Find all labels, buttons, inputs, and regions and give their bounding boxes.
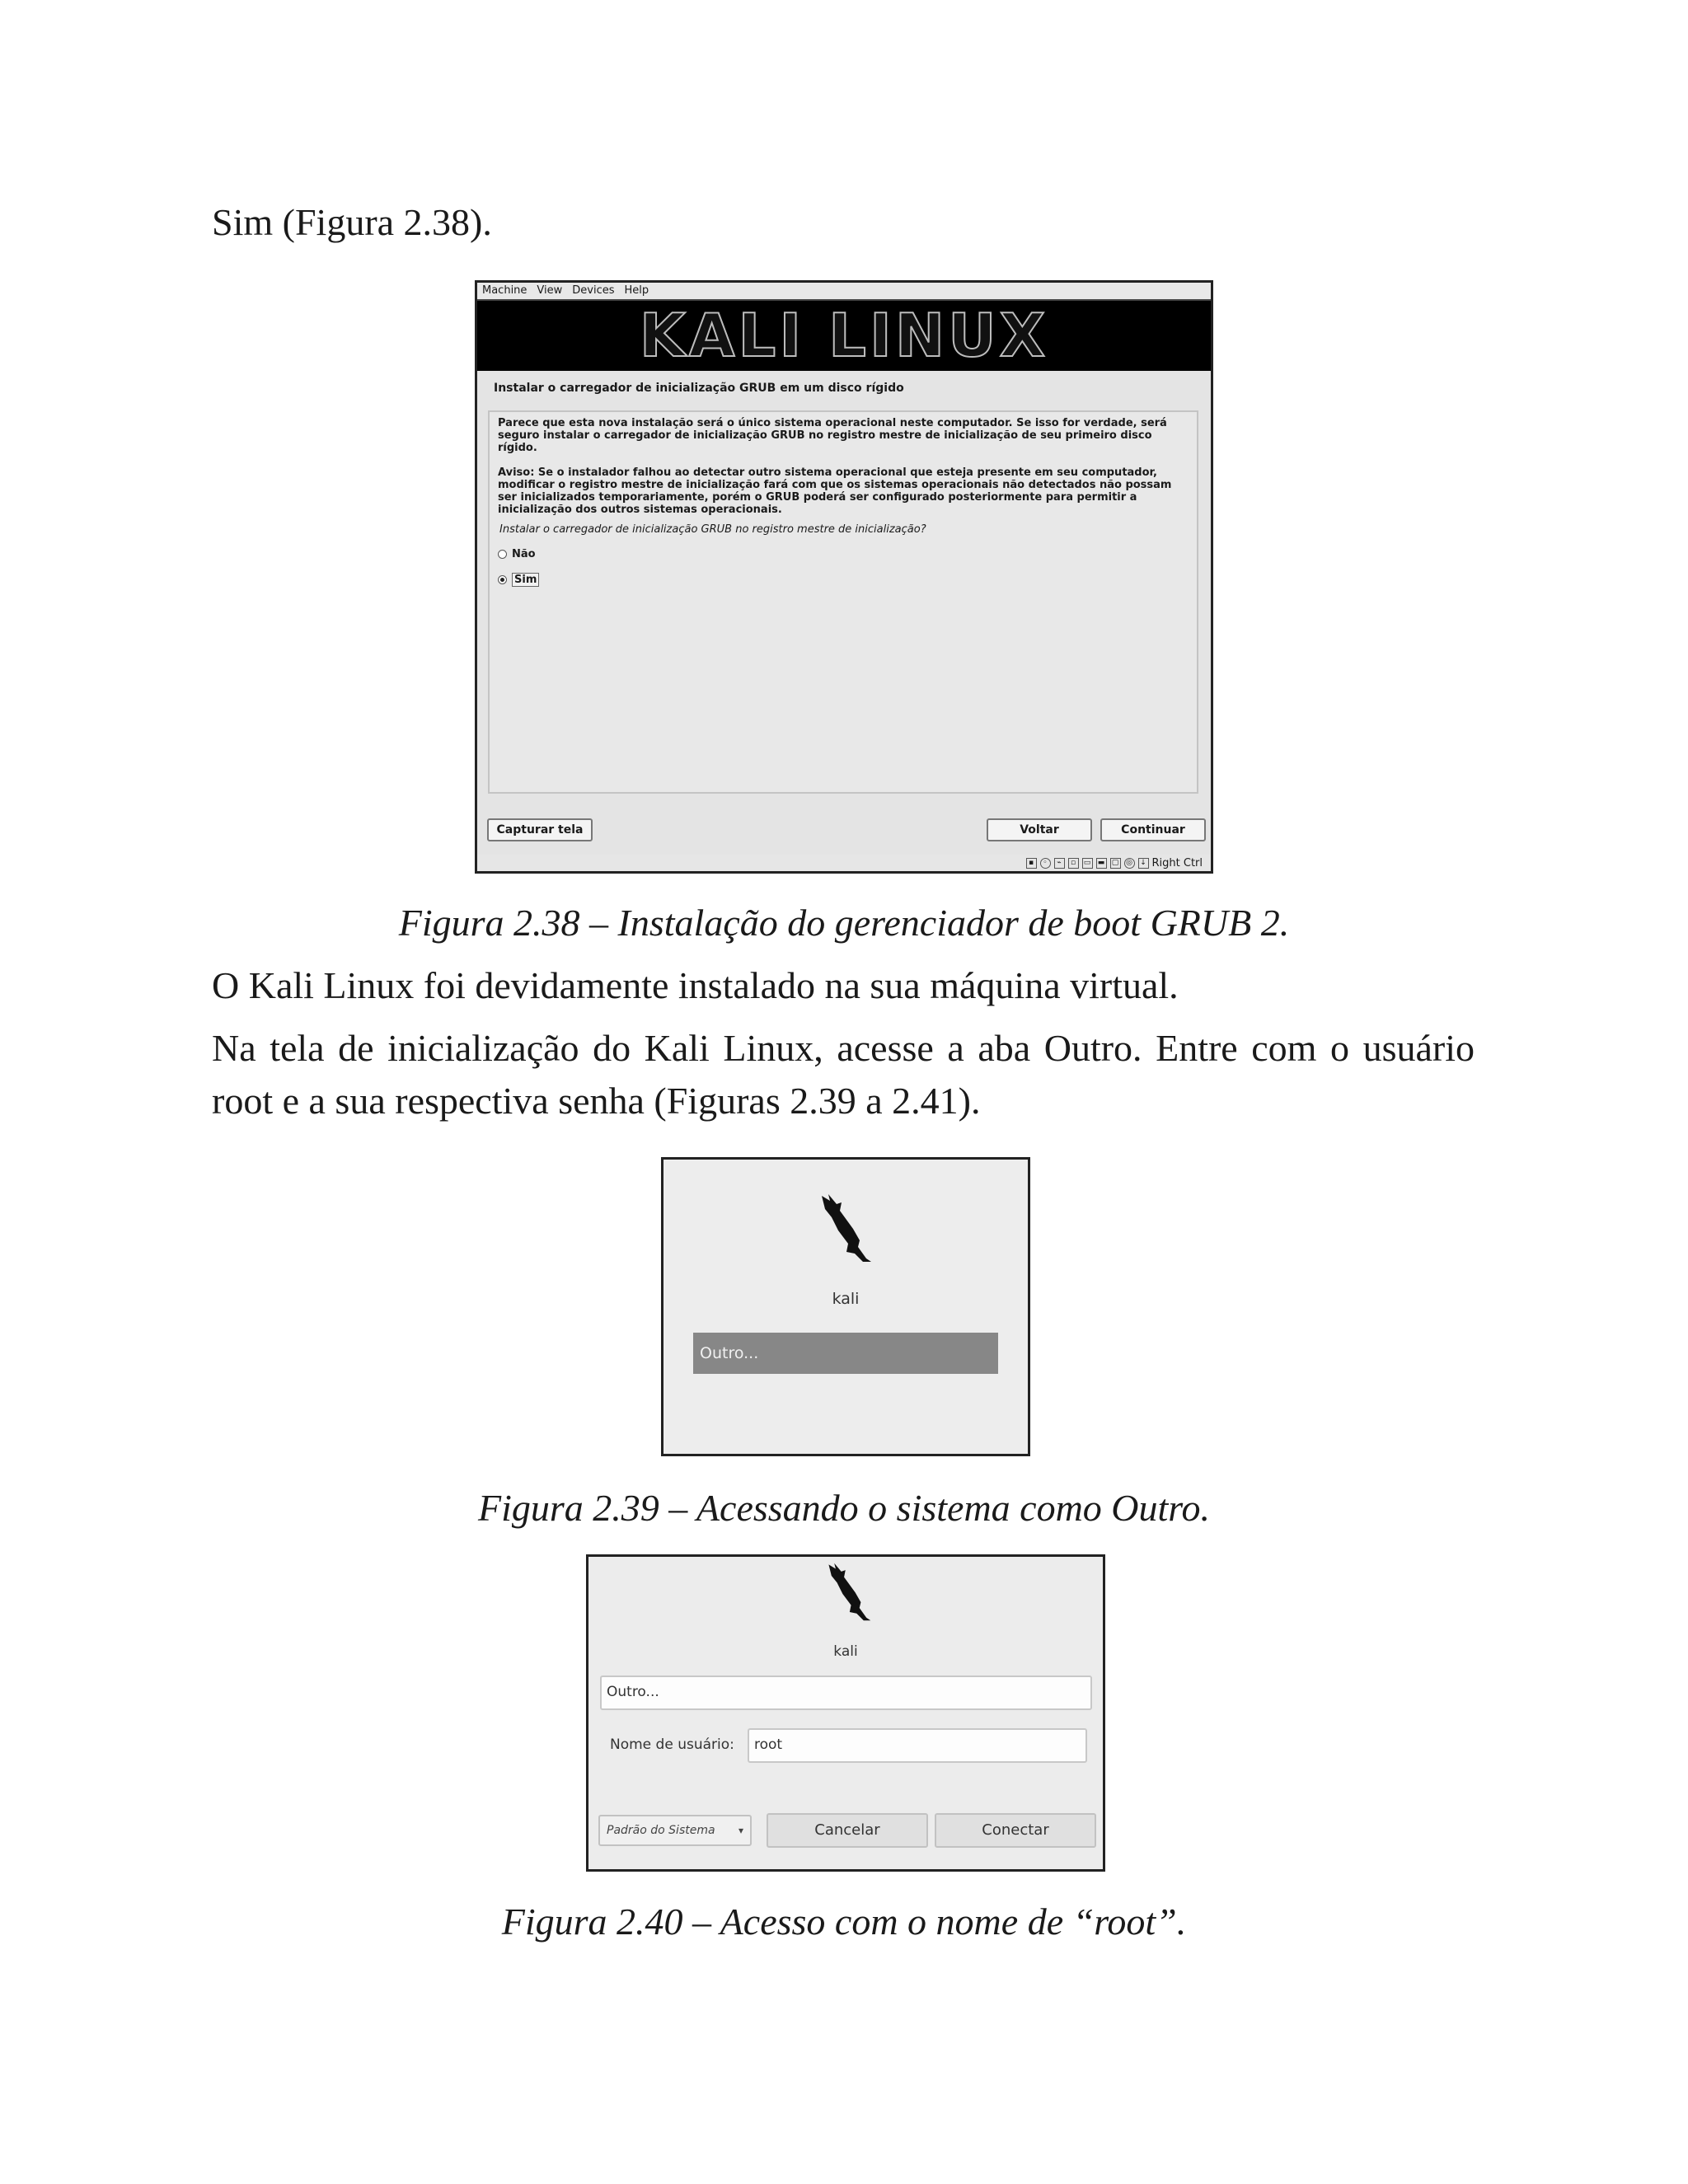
intro-line: Sim (Figura 2.38).: [212, 201, 492, 243]
chevron-down-icon: ▾: [738, 1825, 743, 1836]
usb-icon: ⌁: [1054, 858, 1065, 869]
option-no[interactable]: [498, 548, 536, 560]
username-label: Nome de usuário:: [610, 1736, 734, 1753]
host-key-icon: ↓: [1138, 858, 1149, 869]
menu-devices[interactable]: Devices: [572, 284, 615, 297]
session-select[interactable]: [598, 1815, 752, 1846]
screenshot-button[interactable]: Capturar tela: [487, 818, 593, 841]
username-input[interactable]: root: [748, 1728, 1087, 1763]
session-select-value: Padrão do Sistema: [607, 1824, 715, 1837]
radio-yes[interactable]: [498, 575, 507, 584]
other-user-field[interactable]: Outro...: [600, 1675, 1092, 1710]
cancel-button[interactable]: Cancelar: [767, 1813, 928, 1848]
shared-folder-icon: ▭: [1082, 858, 1093, 869]
back-button[interactable]: Voltar: [987, 818, 1092, 841]
kali-dragon-icon: [822, 1562, 876, 1626]
kali-banner-text: KALI LINUX: [639, 301, 1049, 370]
grub-question: Instalar o carregador de inicialização GRUB no registro mestre de inicialização?: [499, 523, 926, 536]
installer-step-title: Instalar o carregador de inicialização GRUB em um disco rígido: [494, 382, 904, 395]
menu-help[interactable]: Help: [624, 284, 649, 297]
capture-icon: ▢: [1110, 858, 1121, 869]
kali-hostname: kali: [832, 1290, 860, 1308]
vm-status-tray: [1026, 857, 1203, 869]
figure-2-38-caption: Figura 2.38 – Instalação do gerenciador de boot GRUB 2.: [398, 902, 1290, 944]
host-key-label: Right Ctrl: [1151, 857, 1203, 869]
menu-view[interactable]: View: [537, 284, 563, 297]
kali-banner: [477, 301, 1211, 371]
option-no-label: Não: [512, 548, 536, 560]
kali-dragon-icon: [817, 1193, 874, 1268]
option-yes[interactable]: [498, 573, 539, 587]
radio-no[interactable]: [498, 550, 507, 559]
mouse-integration-icon: ◎: [1124, 858, 1135, 869]
menu-machine[interactable]: Machine: [482, 284, 528, 297]
connect-button[interactable]: Conectar: [935, 1813, 1096, 1848]
root-login-screenshot: [586, 1554, 1105, 1872]
network-icon: ▫: [1068, 858, 1079, 869]
display-icon: ▬: [1096, 858, 1107, 869]
continue-button[interactable]: Continuar: [1100, 818, 1206, 841]
login-screen-screenshot: [661, 1157, 1030, 1456]
grub-install-screenshot: [475, 280, 1213, 874]
hdd-icon: ▪: [1026, 858, 1037, 869]
grub-warning-text: Aviso: Se o instalador falhou ao detectar outro sistema operacional que esteja presente em seu computador, modificar o registro mestre de inicialização fará com que os sistemas operacionais não detectados não possam ser inicializados temporariamente, porém o GRUB poderá ser configurado posteriormente para permitir a inicialização dos outros sistemas operacionais.: [498, 466, 1172, 516]
optical-icon: ◦: [1040, 858, 1051, 869]
other-user-option[interactable]: Outro...: [693, 1333, 998, 1374]
vm-statusbar: [477, 855, 1211, 871]
login-paragraph: Na tela de inicialização do Kali Linux, acesse a aba Outro. Entre com o usuário root e a sua respectiva senha (Figuras 2.39 a 2.41).: [212, 1027, 1475, 1122]
figure-2-40-caption: Figura 2.40 – Acesso com o nome de “root”.: [501, 1900, 1187, 1943]
vm-menubar: [477, 283, 1211, 301]
installed-paragraph: O Kali Linux foi devidamente instalado na sua máquina virtual.: [212, 964, 1179, 1006]
grub-info-text: Parece que esta nova instalação será o único sistema operacional neste computador. Se isso for verdade, será seguro instalar o carregador de inicialização GRUB no registro mestre de inicialização de seu primeiro disco rígido.: [498, 417, 1167, 454]
kali-hostname: kali: [833, 1643, 858, 1660]
option-yes-label: Sim: [512, 573, 539, 587]
installer-panel: [488, 410, 1198, 794]
figure-2-39-caption: Figura 2.39 – Acessando o sistema como Outro.: [477, 1487, 1210, 1529]
